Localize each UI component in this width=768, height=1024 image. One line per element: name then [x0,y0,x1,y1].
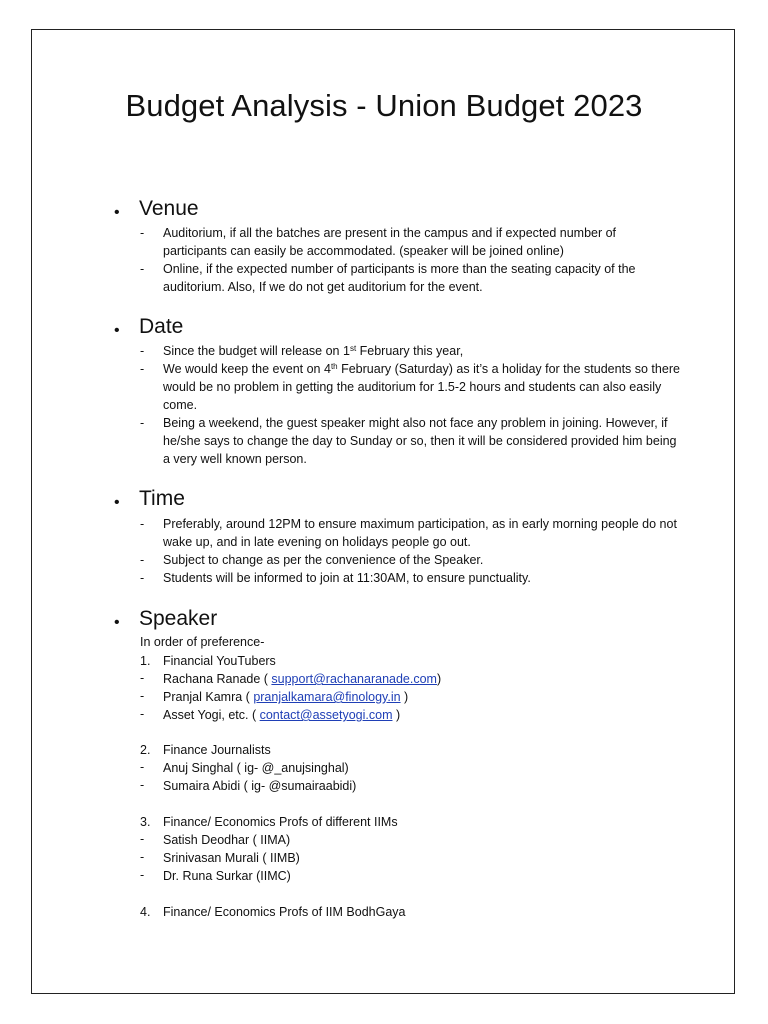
dash-marker: - [140,707,145,721]
section-heading-time: Time [139,487,185,510]
speaker-tail: ) [400,690,409,704]
group-label-youtubers: Financial YouTubers [163,654,276,668]
speaker-asset-yogi [163,706,400,724]
date-item-3: Being a weekend, the guest speaker might also not face any problem in joining. However, if he/she says to change the day to Sunday or so, then it will be considered provided him being a very well known person. [163,416,677,466]
speaker-pranjal-kamra [163,688,408,706]
bullet-icon: • [114,204,120,221]
section-heading-venue: Venue [139,197,199,220]
dash-marker: - [140,832,145,846]
dash-marker: - [140,344,145,358]
group-label-iim-bodhgaya: Finance/ Economics Profs of IIM BodhGaya [163,905,406,919]
date-item-2-sup: th [330,362,338,371]
dash-marker: - [140,553,145,567]
speaker-name: Pranjal Kamra ( [163,690,254,704]
group-number: 1. [140,654,151,668]
group-label-journalists: Finance Journalists [163,743,271,757]
speaker-intro: In order of preference- [140,635,265,649]
date-item-1-suffix: February this year, [356,344,464,358]
date-item-1 [163,342,683,360]
dash-marker: - [140,416,145,430]
dash-marker: - [140,571,145,585]
section-heading-date: Date [139,315,184,338]
speaker-name: Rachana Ranade ( [163,672,272,686]
dash-marker: - [140,671,145,685]
speaker-satish-deodhar: Satish Deodhar ( IIMA) [163,833,291,847]
dash-marker: - [140,362,145,376]
bullet-icon: • [114,322,120,339]
email-link-assetyogi[interactable]: contact@assetyogi.com [259,708,393,722]
group-label-iim-profs: Finance/ Economics Profs of different IIMs [163,815,398,829]
dash-marker: - [140,262,145,276]
group-number: 4. [140,905,151,919]
date-item-2-suffix: February (Saturday) as it’s a holiday for the students so there would be no problem in getting the auditorium for 1.5-2 hours and students can also easily come. [163,362,680,412]
venue-item-1: Auditorium, if all the batches are present in the campus and if expected number of participants can easily be accommodated. (speaker will be joined online) [163,226,617,258]
speaker-tail: ) [392,708,401,722]
dash-marker: - [140,689,145,703]
speaker-rachana-ranade [163,670,441,688]
speaker-name: Asset Yogi, etc. ( [163,708,260,722]
section-heading-speaker: Speaker [139,607,218,630]
speaker-runa-surkar: Dr. Runa Surkar (IIMC) [163,869,291,883]
page-border [31,29,735,994]
speaker-anuj-singhal: Anuj Singhal ( ig- @_anujsinghal) [163,761,349,775]
date-item-2-prefix: We would keep the event on 4 [163,362,331,376]
date-item-1-prefix: Since the budget will release on 1 [163,344,350,358]
speaker-sumaira-abidi: Sumaira Abidi ( ig- @sumairaabidi) [163,779,357,793]
time-item-3: Students will be informed to join at 11:30AM, to ensure punctuality. [163,571,531,585]
document-title: Budget Analysis - Union Budget 2023 [125,88,643,123]
venue-item-2: Online, if the expected number of participants is more than the seating capacity of the auditorium. Also, If we do not get auditorium for the event. [163,262,636,294]
dash-marker: - [140,226,145,240]
dash-marker: - [140,517,145,531]
speaker-srinivasan-murali: Srinivasan Murali ( IIMB) [163,851,300,865]
date-item-1-sup: st [349,344,357,353]
dash-marker: - [140,868,145,882]
group-number: 3. [140,815,151,829]
group-number: 2. [140,743,151,757]
email-link-rachana[interactable]: support@rachanaranade.com [271,672,437,686]
dash-marker: - [140,760,145,774]
date-item-2 [163,360,683,414]
dash-marker: - [140,778,145,792]
speaker-tail: ) [436,672,442,686]
time-item-1: Preferably, around 12PM to ensure maximum participation, as in early morning people do not wake up, and in late evening on holidays people go out. [163,517,677,549]
email-link-pranjal[interactable]: pranjalkamara@finology.in [253,690,401,704]
bullet-icon: • [114,614,120,631]
time-item-2: Subject to change as per the convenience of the Speaker. [163,553,484,567]
dash-marker: - [140,850,145,864]
bullet-icon: • [114,494,120,511]
